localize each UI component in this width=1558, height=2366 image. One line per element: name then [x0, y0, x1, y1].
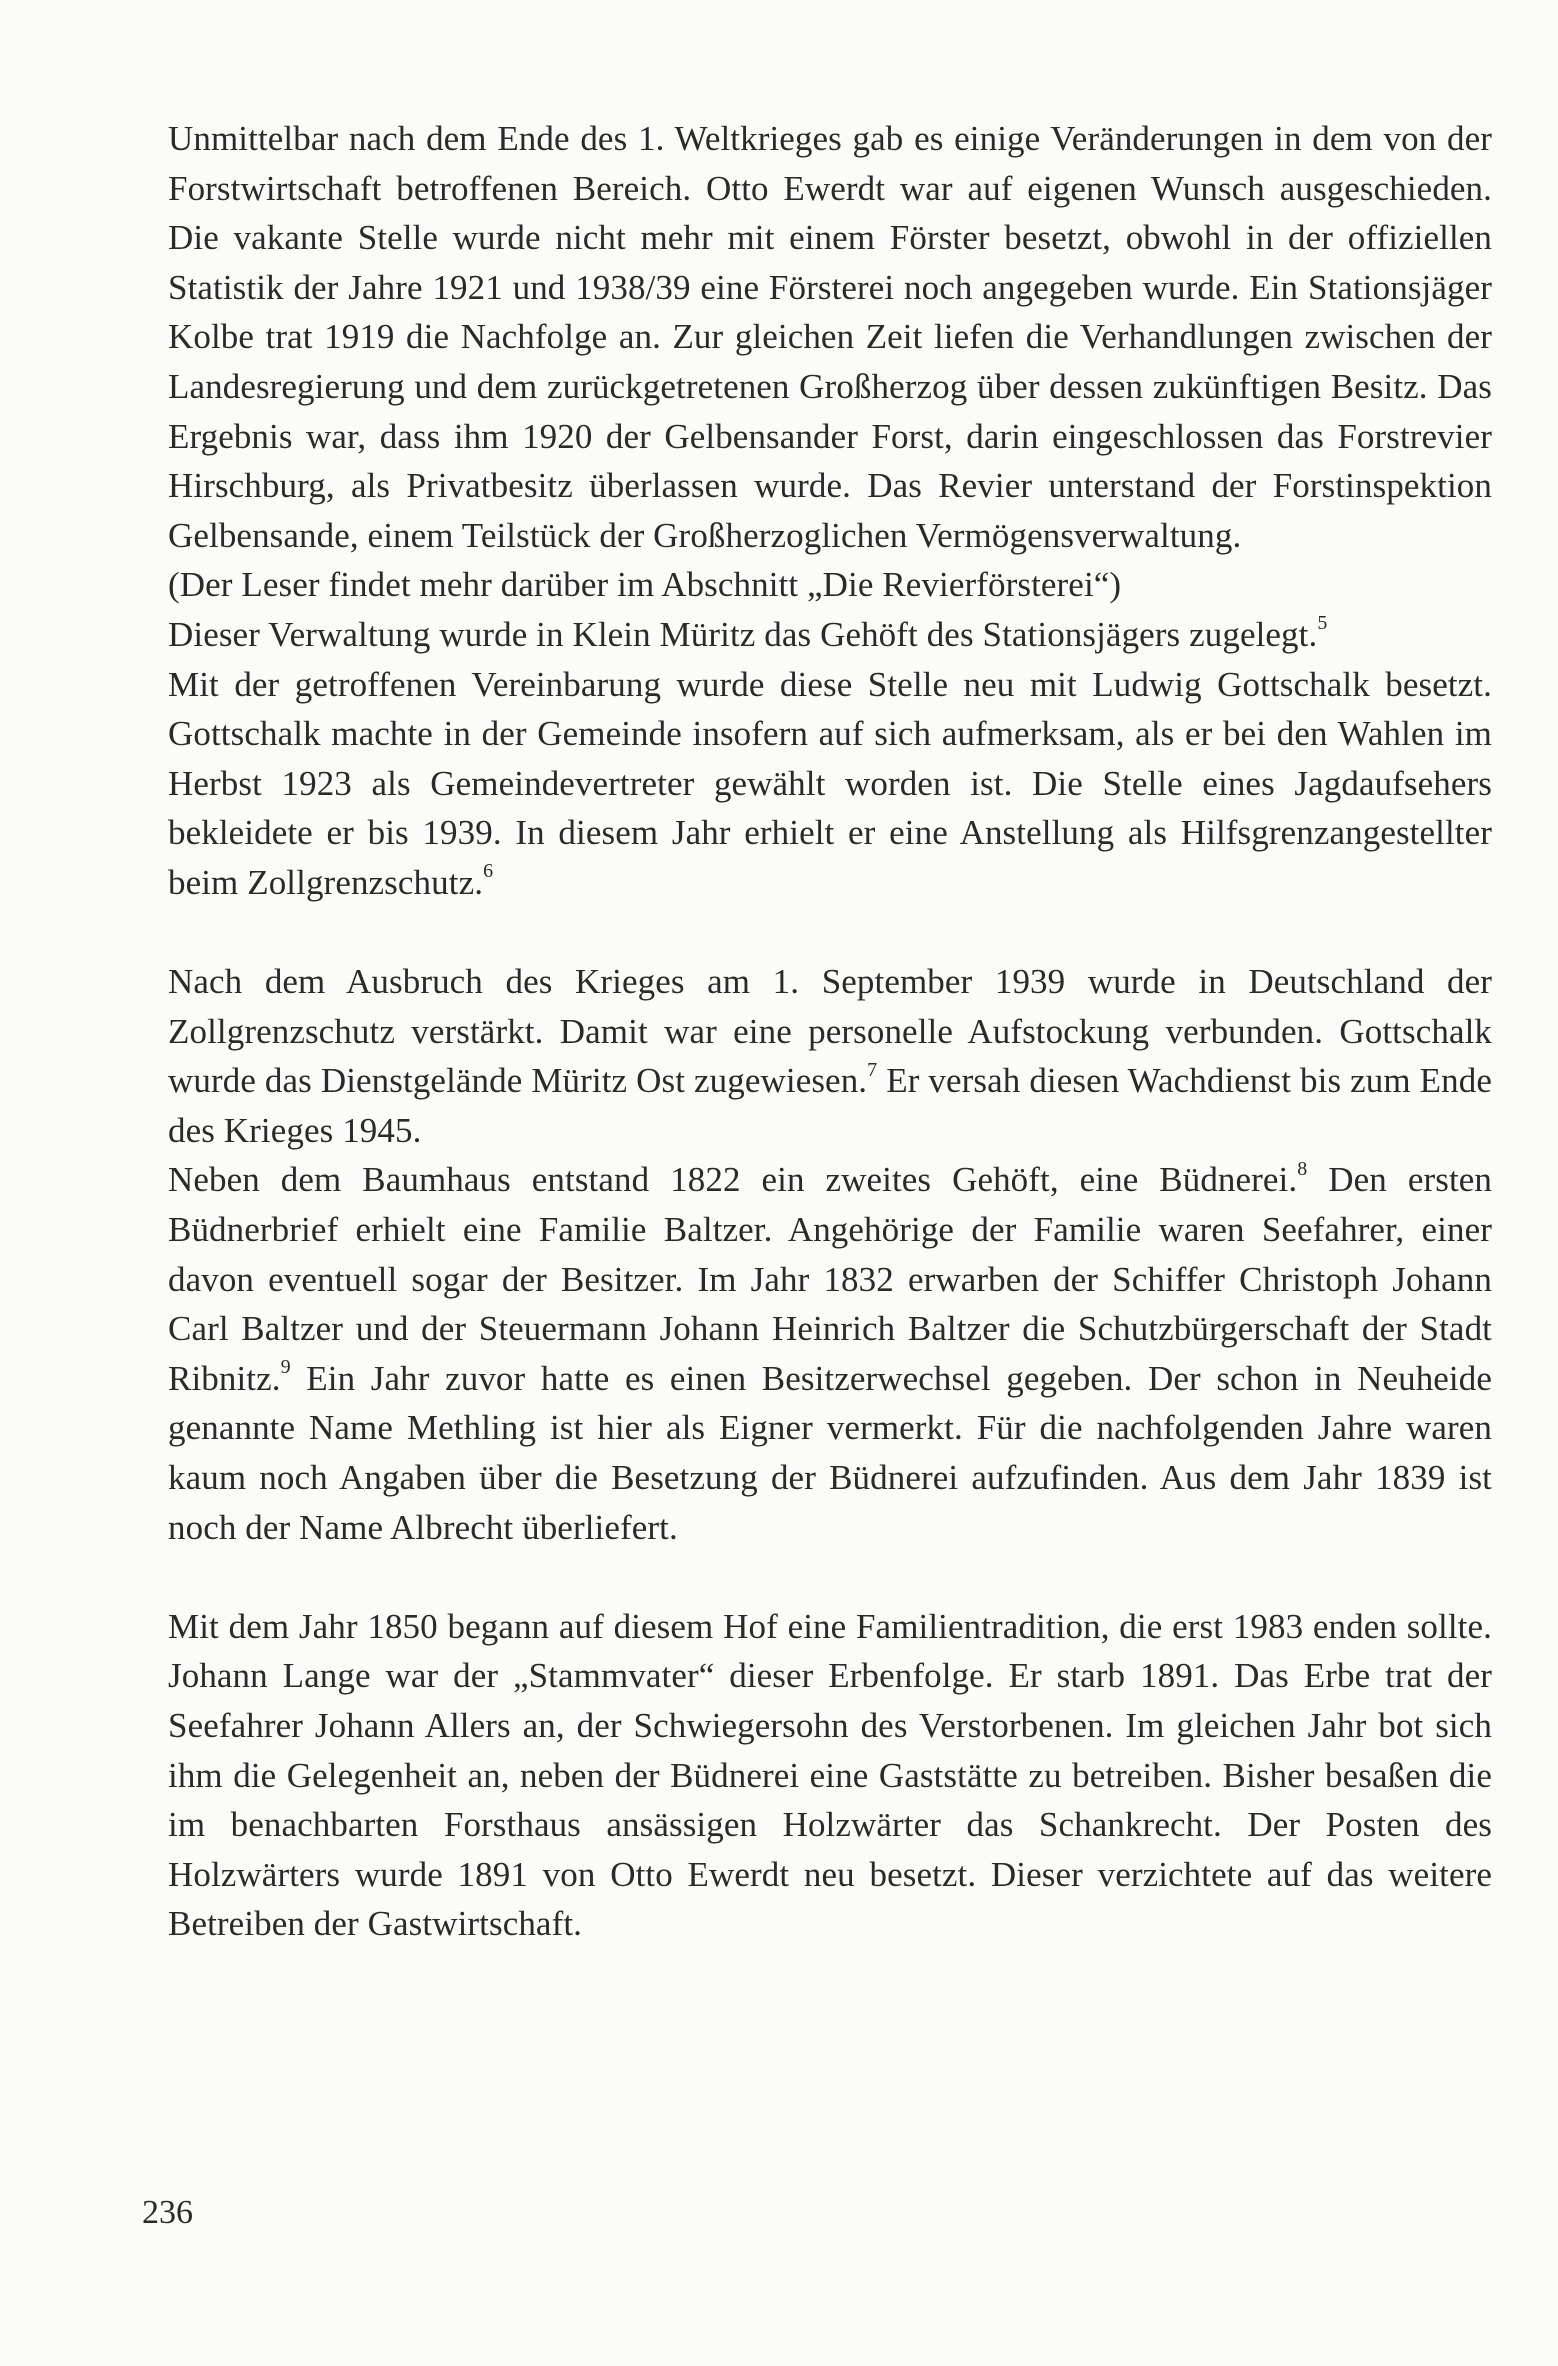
paragraph-2a-text: Nach dem Ausbruch des Krieges am 1. September 1939 wurde in Deutschland der Zollgrenzschutz verstärkt. Damit war eine personelle Aufstockung verbunden. Gottschalk wurde das Dienstgelände Müritz Ost zugewiesen.: [168, 962, 1492, 1101]
paragraph-1d: [168, 660, 1492, 908]
paragraph-2b: [168, 1155, 1492, 1552]
paragraph-1c-text: Dieser Verwaltung wurde in Klein Müritz das Gehöft des Stationsjägers zugelegt.: [168, 614, 1318, 654]
body-text: [168, 114, 1492, 1949]
paragraph-2b-text-cont: Den ersten Büdnerbrief erhielt eine Familie Baltzer. Angehörige der Familie waren Seefahrer, einer davon eventuell sogar der Besitzer. Im Jahr 1832 erwarben der Schiffer Christoph Johann Carl Baltzer und der Steuermann Johann Heinrich Baltzer die Schutzbürgerschaft der Stadt Ribnitz.: [168, 1160, 1492, 1398]
footnote-ref-7: 7: [867, 1058, 878, 1081]
paragraph-gap: [168, 908, 1492, 958]
footnote-ref-5: 5: [1317, 612, 1328, 635]
paragraph-3: Mit dem Jahr 1850 begann auf diesem Hof eine Familientradition, die erst 1983 enden sollte. Johann Lange war der „Stammvater“ dieser Erbenfolge. Er starb 1891. Das Erbe trat der Seefahrer Johann Allers an, der Schwiegersohn des Verstorbenen. Im gleichen Jahr bot sich ihm die Gelegenheit an, neben der Büdnerei eine Gaststätte zu betreiben. Bisher besaßen die im benachbarten Forsthaus ansässigen Holzwärter das Schankrecht. Der Posten des Holzwärters wurde 1891 von Otto Ewerdt neu besetzt. Dieser verzichtete auf das weitere Betreiben der Gastwirtschaft.: [168, 1606, 1492, 1944]
footnote-ref-6: 6: [483, 860, 494, 883]
paragraph-2a: [168, 957, 1492, 1155]
paragraph-1b: (Der Leser findet mehr darüber im Abschnitt „Die Revierförsterei“): [168, 565, 1122, 605]
footnote-ref-9: 9: [280, 1356, 291, 1379]
paragraph-2b-text: Neben dem Baumhaus entstand 1822 ein zweites Gehöft, eine Büdnerei.: [168, 1160, 1298, 1200]
paragraph-2b-text-end: Ein Jahr zuvor hatte es einen Besitzerwechsel gegeben. Der schon in Neuheide genannte Name Methling ist hier als Eigner vermerkt. Für die nachfolgenden Jahre waren kaum noch Angaben über die Besetzung der Büdnerei aufzufinden. Aus dem Jahr 1839 ist noch der Name Albrecht überliefert.: [168, 1358, 1492, 1547]
paragraph-1c: [168, 610, 1492, 660]
page-number: 236: [142, 2194, 193, 2231]
paragraph-2a-text-cont: Er versah diesen Wachdienst bis zum Ende des Krieges 1945.: [168, 1061, 1492, 1150]
paragraph-1d-text: Mit der getroffenen Vereinbarung wurde diese Stelle neu mit Ludwig Gottschalk besetzt. Gottschalk machte in der Gemeinde insofern auf sich aufmerksam, als er bei den Wahlen im Herbst 1923 als Gemeindevertreter gewählt worden ist. Die Stelle eines Jagdaufsehers bekleidete er bis 1939. In diesem Jahr erhielt er eine Anstellung als Hilfsgrenzangestellter beim Zollgrenzschutz.: [168, 664, 1492, 902]
paragraph-gap: [168, 1552, 1492, 1602]
footnote-ref-8: 8: [1297, 1157, 1308, 1180]
paragraph-1a: Unmittelbar nach dem Ende des 1. Weltkrieges gab es einige Veränderungen in dem von der Forstwirtschaft betroffenen Bereich. Otto Ewerdt war auf eigenen Wunsch ausgeschieden. Die vakante Stelle wurde nicht mehr mit einem Förster besetzt, obwohl in der offiziellen Statistik der Jahre 1921 und 1938/39 eine Försterei noch angegeben wurde. Ein Stationsjäger Kolbe trat 1919 die Nachfolge an. Zur gleichen Zeit liefen die Verhandlungen zwischen der Landesregierung und dem zurückgetretenen Großherzog über dessen zukünftigen Besitz. Das Ergebnis war, dass ihm 1920 der Gelbensander Forst, darin eingeschlossen das Forstrevier Hirschburg, als Privatbesitz überlassen wurde. Das Revier unterstand der Forstinspektion Gelbensande, einem Teilstück der Großherzoglichen Vermögensverwaltung.: [168, 119, 1492, 555]
